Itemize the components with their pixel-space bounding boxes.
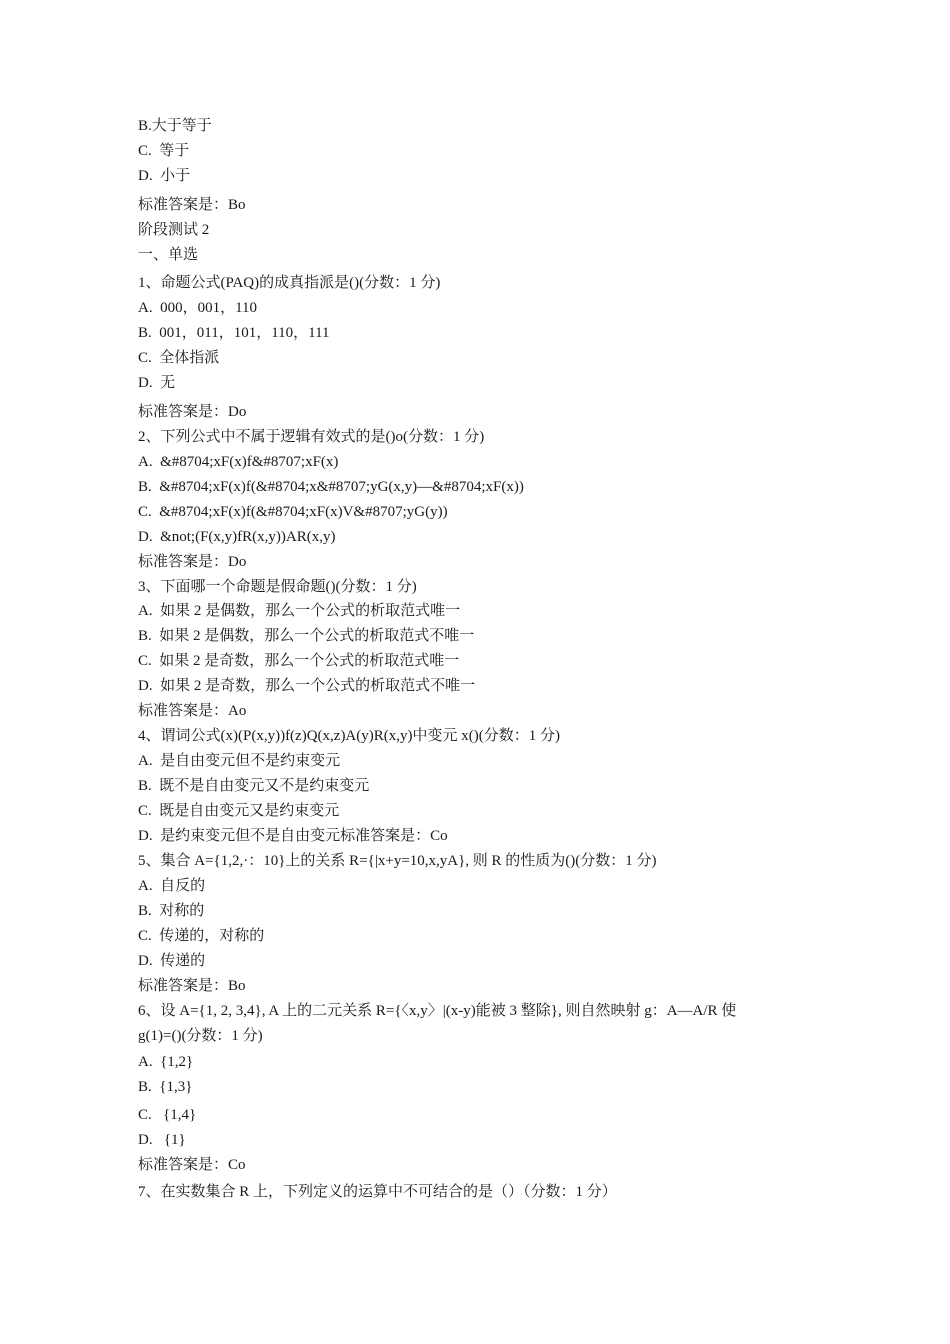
q6-option-b: B. {1,3} — [138, 1079, 193, 1095]
question-3: 3、下面哪一个命题是假命题()(分数：1 分) — [138, 579, 417, 595]
q2-option-c: C. &#8704;xF(x)f(&#8704;xF(x)V&#8707;yG(y)) — [138, 504, 448, 520]
q4-option-a: A. 是自由变元但不是约束变元 — [138, 753, 341, 769]
q2-option-d: D. &not;(F(x,y)fR(x,y))AR(x,y) — [138, 529, 336, 545]
q1-answer: 标准答案是：Do — [138, 404, 247, 420]
option-c-line: C. 等于 — [138, 143, 190, 159]
answer-line: 标准答案是：Bo — [138, 197, 246, 213]
q4-option-c: C. 既是自由变元又是约束变元 — [138, 803, 340, 819]
section-subtitle: 一、单选 — [138, 247, 199, 263]
option-b-line: B.大于等于 — [138, 118, 212, 134]
q4-option-d: D. 是约束变元但不是自由变元标准答案是：Co — [138, 828, 448, 844]
q3-answer: 标准答案是：Ao — [138, 703, 247, 719]
question-5: 5、集合 A={1,2,·：10}上的关系 R={|x+y=10,x,yA}, 则 R 的性质为()(分数：1 分) — [138, 853, 657, 869]
q1-option-c: C. 全体指派 — [138, 350, 220, 366]
question-4: 4、谓词公式(x)(P(x,y))f(z)Q(x,z)A(y)R(x,y)中变元 x()(分数：1 分) — [138, 728, 560, 744]
option-d-line: D. 小于 — [138, 168, 191, 184]
q3-option-d: D. 如果 2 是奇数，那么一个公式的析取范式不唯一 — [138, 678, 476, 694]
section-title: 阶段测试 2 — [138, 222, 210, 238]
q1-option-a: A. 000，001，110 — [138, 300, 258, 316]
question-2: 2、下列公式中不属于逻辑有效式的是()o(分数：1 分) — [138, 429, 485, 445]
q5-option-d: D. 传递的 — [138, 953, 206, 969]
q3-option-c: C. 如果 2 是奇数，那么一个公式的析取范式唯一 — [138, 653, 460, 669]
q5-option-b: B. 对称的 — [138, 903, 205, 919]
question-6-continued: g(1)=()(分数：1 分) — [138, 1028, 263, 1044]
q6-answer: 标准答案是：Co — [138, 1157, 246, 1173]
question-7: 7、在实数集合 R 上，下列定义的运算中不可结合的是（）（分数：1 分） — [138, 1184, 617, 1200]
q1-option-b: B. 001，011，101，110，111 — [138, 325, 330, 341]
q2-option-a: A. &#8704;xF(x)f&#8707;xF(x) — [138, 454, 339, 470]
q5-option-a: A. 自反的 — [138, 878, 206, 894]
q6-option-c: C. {1,4} — [138, 1107, 197, 1123]
question-6: 6、设 A={1, 2, 3,4}, A 上的二元关系 R={〈x,y〉|(x-y)能被 3 整除}, 则自然映射 g：A—A/R 使 — [138, 1003, 737, 1019]
question-1: 1、命题公式(PAQ)的成真指派是()(分数：1 分) — [138, 275, 441, 291]
q5-answer: 标准答案是：Bo — [138, 978, 246, 994]
q6-option-a: A. {1,2} — [138, 1054, 194, 1070]
q3-option-b: B. 如果 2 是偶数，那么一个公式的析取范式不唯一 — [138, 628, 475, 644]
q6-option-d: D. {1} — [138, 1132, 186, 1148]
q2-answer: 标准答案是：Do — [138, 554, 247, 570]
q2-option-b: B. &#8704;xF(x)f(&#8704;x&#8707;yG(x,y)—&#8704;xF(x)) — [138, 479, 524, 495]
q3-option-a: A. 如果 2 是偶数，那么一个公式的析取范式唯一 — [138, 603, 461, 619]
q4-option-b: B. 既不是自由变元又不是约束变元 — [138, 778, 370, 794]
q1-option-d: D. 无 — [138, 375, 176, 391]
q5-option-c: C. 传递的，对称的 — [138, 928, 265, 944]
